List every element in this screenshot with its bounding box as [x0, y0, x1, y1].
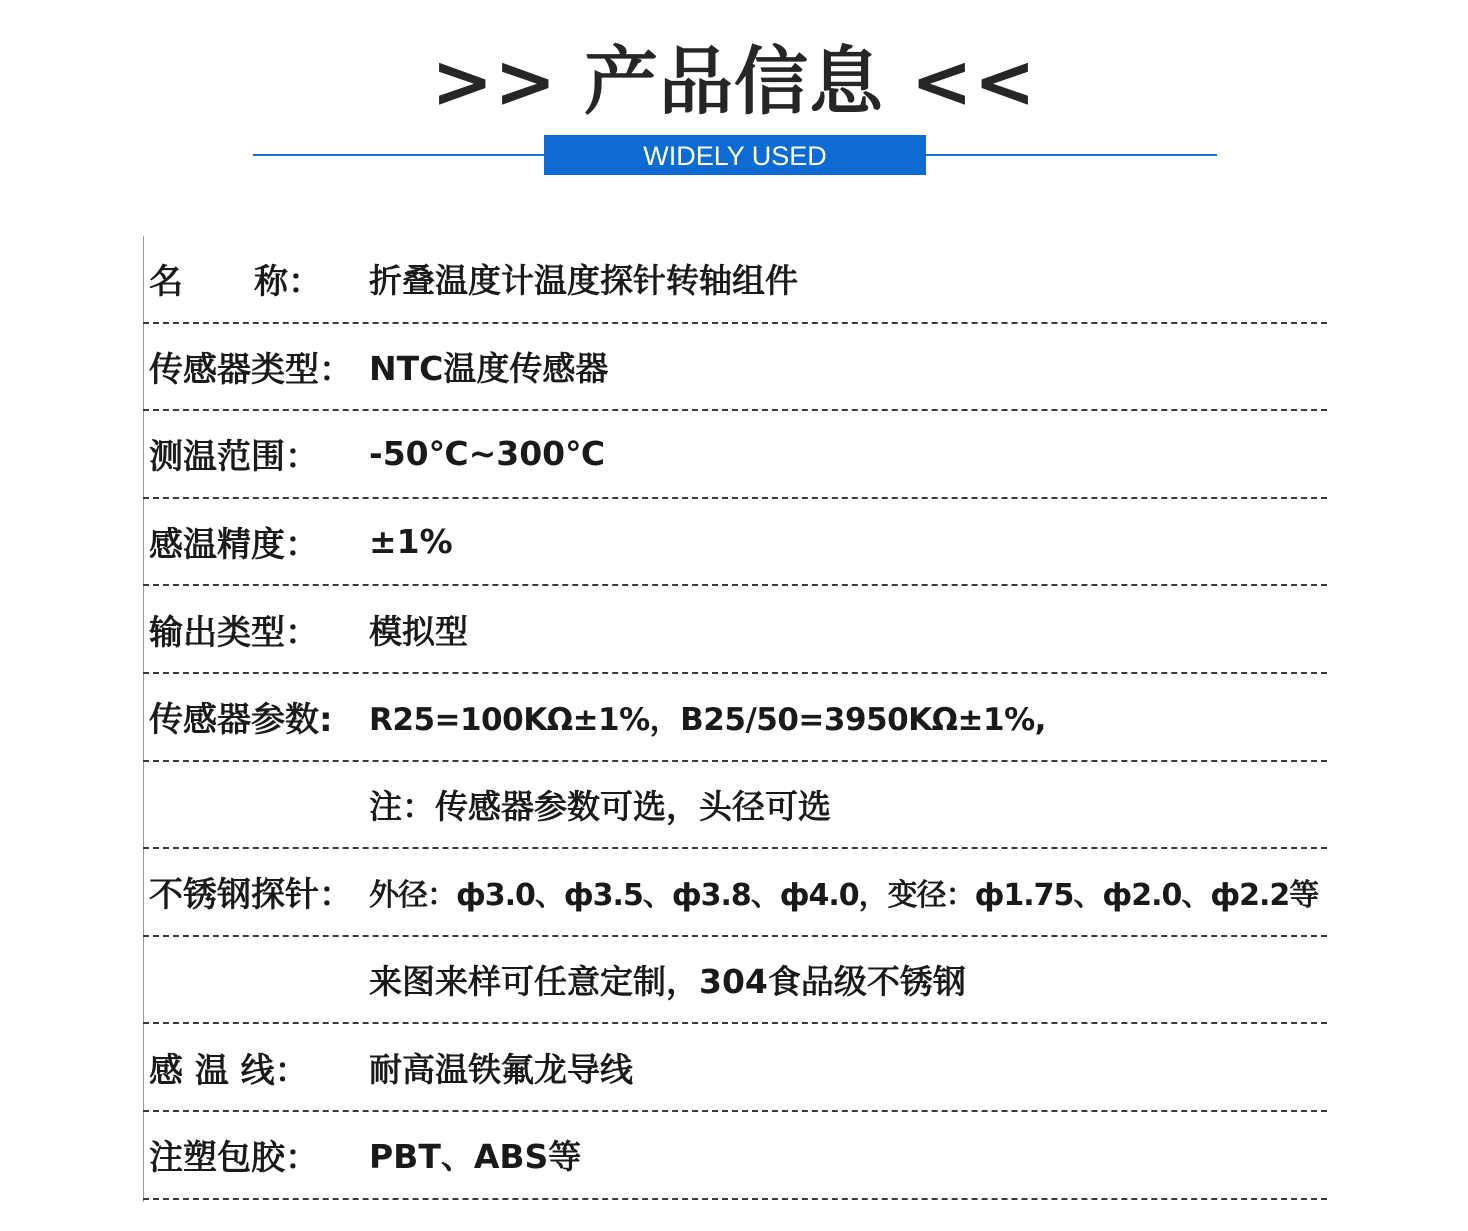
spec-label: 感 温 线：: [149, 1050, 309, 1091]
spec-value: 模拟型: [369, 611, 468, 651]
spec-row-probe-note: [143, 937, 1327, 1025]
banner-divider-right: [925, 154, 1217, 156]
spec-label: 传感器参数:: [149, 700, 333, 741]
spec-label: 注塑包胶：: [149, 1138, 319, 1179]
banner-divider-left: [253, 154, 545, 156]
spec-label: 传感器类型：: [149, 349, 353, 390]
spec-value: NTC温度传感器: [369, 348, 609, 388]
spec-row-temperature-range: [143, 411, 1327, 499]
spec-row-parameter-note: [143, 762, 1327, 850]
spec-row-sensing-wire: [143, 1024, 1327, 1112]
spec-label: 感温精度：: [149, 525, 319, 566]
spec-row-name: [143, 236, 1327, 324]
spec-table: [143, 236, 1327, 1200]
spec-label: 输出类型：: [149, 612, 319, 653]
spec-value: -50℃~300℃: [369, 434, 606, 474]
spec-value: R25=100KΩ±1%，B25/50=3950KΩ±1%,: [369, 702, 1046, 739]
spec-row-sensor-type: [143, 324, 1327, 412]
spec-value: 来图来样可任意定制，304食品级不锈钢: [369, 962, 966, 1002]
page-title: >> 产品信息 <<: [431, 39, 1037, 125]
spec-value: ±1%: [369, 522, 453, 562]
banner-label: WIDELY USED: [544, 135, 926, 175]
spec-value: 注：传感器参数可选，头径可选: [369, 786, 831, 826]
spec-label: 不锈钢探针：: [149, 875, 353, 916]
spec-row-overmold: [143, 1112, 1327, 1200]
spec-value: 折叠温度计温度探针转轴组件: [369, 261, 798, 301]
spec-label: 名 称：: [149, 262, 323, 303]
spec-row-output-type: [143, 586, 1327, 674]
spec-row-accuracy: [143, 499, 1327, 587]
spec-value: PBT、ABS等: [369, 1137, 582, 1177]
spec-value: 耐高温铁氟龙导线: [369, 1049, 633, 1089]
spec-value: 外径：ф3.0、ф3.5、ф3.8、ф4.0，变径：ф1.75、ф2.0、ф2.2等: [369, 877, 1319, 913]
spec-row-sensor-parameters: [143, 674, 1327, 762]
spec-row-probe: [143, 849, 1327, 937]
spec-label: 测温范围：: [149, 437, 319, 478]
